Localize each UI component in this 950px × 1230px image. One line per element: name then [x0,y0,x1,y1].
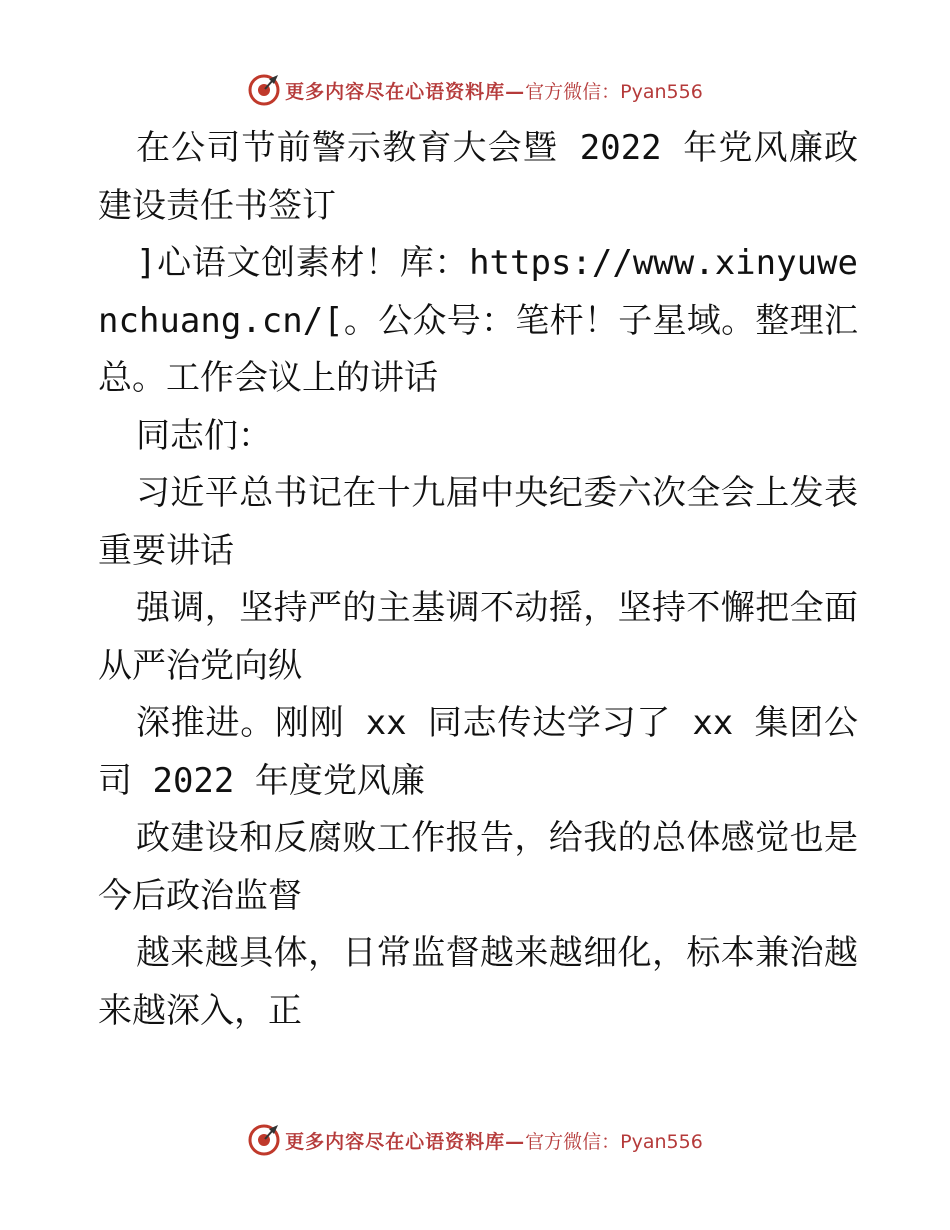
banner-wechat-text: 官方微信：Pyan556 [525,1130,703,1153]
quill-logo-icon [247,73,281,107]
paragraph: 强调，坚持严的主基调不动摇，坚持不懈把全面从严治党向纵 [98,588,858,686]
paragraph: 深推进。刚刚 xx 同志传达学习了 xx 集团公司 2022 年度党风廉 [98,703,858,801]
paragraph: 越来越具体，日常监督越来越细化，标本兼治越来越深入，正 [98,933,858,1031]
header-banner [0,70,950,110]
salutation: 同志们： [136,415,272,456]
document-title: 在公司节前警示教育大会暨 2022 年党风廉政建设责任书签订 [98,128,858,226]
document-body [98,120,858,1040]
source-note: ]心语文创素材！库：https://www.xinyuwenchuang.cn/[。公众号：笔杆！子星域。整理汇总。工作会议上的讲话 [98,243,858,398]
footer-banner [0,1120,950,1160]
paragraph: 政建设和反腐败工作报告，给我的总体感觉也是今后政治监督 [98,818,858,916]
banner-wechat-text: 官方微信：Pyan556 [525,80,703,103]
banner-library-text: 更多内容尽在心语资料库— [285,1130,526,1153]
quill-logo-icon [247,1123,281,1157]
banner-library-text: 更多内容尽在心语资料库— [285,80,526,103]
paragraph: 习近平总书记在十九届中央纪委六次全会上发表重要讲话 [98,473,858,571]
